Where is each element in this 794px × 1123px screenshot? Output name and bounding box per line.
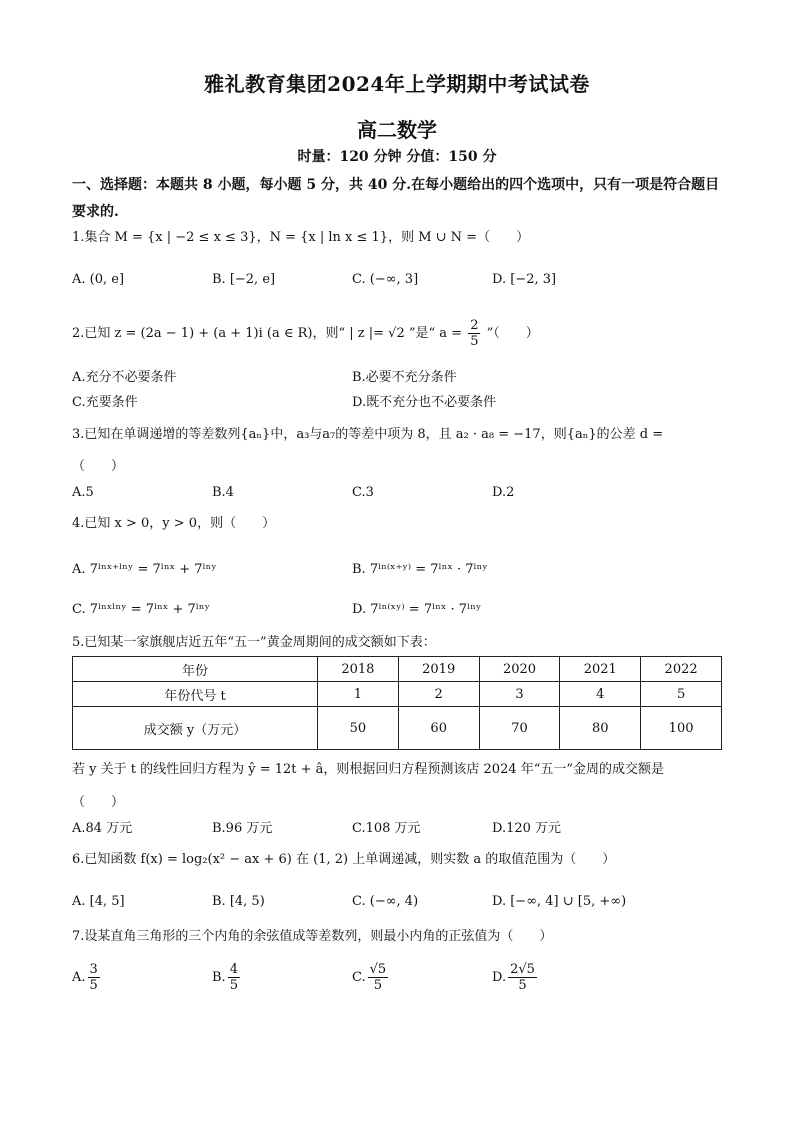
fraction-numerator: 2√5 [510,962,535,977]
table-cell: 2019 [398,657,479,682]
table-cell: 2022 [641,657,722,682]
q5-option-b: B.96 万元 [212,821,273,836]
fraction-denominator: 5 [470,334,479,349]
question-stem: 已知 x > 0，y > 0，则（ ） [84,516,276,531]
question-number: 1. [72,230,85,245]
q4-option-c: C. 7ˡⁿˣˡⁿʸ = 7ˡⁿˣ + 7ˡⁿʸ [72,602,211,617]
fraction [468,318,480,349]
question-stem: 已知在单调递增的等差数列{aₙ}中，a₃与a₇的等差中项为 8，且 a₂ · a₈ = −17，则{aₙ}的公差 d = [84,427,664,442]
fraction-numerator: 4 [229,962,238,977]
q4-option-a: A. 7ˡⁿˣ⁺ˡⁿʸ = 7ˡⁿˣ + 7ˡⁿʸ [72,562,217,577]
table-cell: 2 [398,682,479,707]
table-row [73,682,722,707]
question-number: 3. [72,427,85,442]
table-cell: 4 [560,682,641,707]
question-stem: 已知函数 f(x) = log₂(x² − ax + 6) 在 (1, 2) 上单调递减，则实数 a 的取值范围为（ ） [84,852,616,867]
q6-option-d: D. [−∞, 4] ∪ [5, +∞) [492,894,627,909]
q5-option-c: C.108 万元 [352,821,421,836]
fraction-numerator: √5 [369,962,387,977]
row-label-amount: 成交额 y（万元） [73,707,318,750]
fraction-denominator: 5 [373,978,383,993]
table-cell: 50 [318,707,399,750]
q3-option-a: A.5 [72,485,94,500]
exam-meta: 时量：120 分钟 分值：150 分 [297,149,497,165]
question-number: 6. [72,852,85,867]
table-cell: 60 [398,707,479,750]
exam-title: 雅礼教育集团2024年上学期期中考试试卷 [204,72,590,96]
q1-option-d: D. [−2, 3] [492,272,557,287]
q3-option-c: C.3 [352,485,374,500]
q2-option-b: B.必要不充分条件 [352,370,457,385]
question-2 [72,316,722,352]
exam-subject: 高二数学 [357,118,437,142]
fraction-numerator: 3 [89,962,98,977]
question-number: 5. [72,635,85,650]
q4-option-d: D. 7ˡⁿ⁽ˣʸ⁾ = 7ˡⁿˣ · 7ˡⁿʸ [352,602,482,617]
table-row [73,657,722,682]
q2-option-a: A.充分不必要条件 [72,370,177,385]
q5-option-a: A.84 万元 [72,821,133,836]
question-7 [72,927,722,947]
row-label-code: 年份代号 t [73,682,318,707]
option-label: D. [492,970,507,985]
question-1 [72,228,722,248]
fraction-denominator: 5 [229,978,238,993]
q3-option-b: B.4 [212,485,234,500]
question-3 [72,425,722,445]
option-label: C. [352,970,366,985]
question-5 [72,633,722,653]
q1-option-a: A. (0, e] [72,272,125,287]
sales-table [72,656,722,750]
table-cell: 2021 [560,657,641,682]
question-3-tail: （ ） [72,459,125,474]
table-cell: 80 [560,707,641,750]
question-number: 4. [72,516,85,531]
table-cell: 5 [641,682,722,707]
q7-option-b [212,962,242,993]
table-cell: 2018 [318,657,399,682]
question-6 [72,850,722,870]
table-cell: 100 [641,707,722,750]
q6-option-c: C. (−∞, 4) [352,894,419,909]
q6-option-b: B. [4, 5) [212,894,265,909]
question-5-tail: （ ） [72,795,125,810]
table-cell: 70 [479,707,560,750]
table-cell: 1 [318,682,399,707]
question-stem: 集合 M = {x | −2 ≤ x ≤ 3}，N = {x | ln x ≤ 1}，则 M ∪ N =（ ） [84,230,530,245]
fraction-denominator: 5 [89,978,98,993]
table-row [73,707,722,750]
question-stem-b: ”（ ） [482,326,539,341]
option-label: B. [212,970,226,985]
q4-option-b: B. 7ˡⁿ⁽ˣ⁺ʸ⁾ = 7ˡⁿˣ · 7ˡⁿʸ [352,562,488,577]
question-5-followup: 若 y 关于 t 的线性回归方程为 ŷ = 12t + â，则根据回归方程预测该店 2024 年“五一”金周的成交额是 [72,762,665,777]
q5-option-d: D.120 万元 [492,821,562,836]
section-heading: 一、选择题：本题共 8 小题，每小题 5 分，共 40 分.在每小题给出的四个选项中，只有一项是符合题目要求的. [72,177,720,220]
row-label-year: 年份 [73,657,318,682]
q7-option-d [492,962,539,993]
q2-option-d: D.既不充分也不必要条件 [352,395,497,410]
question-number: 2. [72,326,85,341]
q7-option-c [352,962,390,993]
question-number: 7. [72,929,85,944]
q3-option-d: D.2 [492,485,515,500]
question-stem-a: 已知 z = (2a − 1) + (a + 1)i (a ∈ R)，则“ | z |= √2 ”是“ a = [84,326,467,341]
question-4 [72,514,722,534]
table-cell: 3 [479,682,560,707]
q1-option-c: C. (−∞, 3] [352,272,419,287]
q7-option-a [72,962,102,993]
q6-option-a: A. [4, 5] [72,894,125,909]
q1-option-b: B. [−2, e] [212,272,276,287]
question-stem: 设某直角三角形的三个内角的余弦值成等差数列，则最小内角的正弦值为（ ） [84,929,553,944]
question-stem: 已知某一家旗舰店近五年“五一”黄金周期间的成交额如下表： [84,635,436,650]
fraction-numerator: 2 [470,318,479,333]
fraction-denominator: 5 [518,978,527,993]
table-cell: 2020 [479,657,560,682]
q2-option-c: C.充要条件 [72,395,138,410]
option-label: A. [72,970,86,985]
